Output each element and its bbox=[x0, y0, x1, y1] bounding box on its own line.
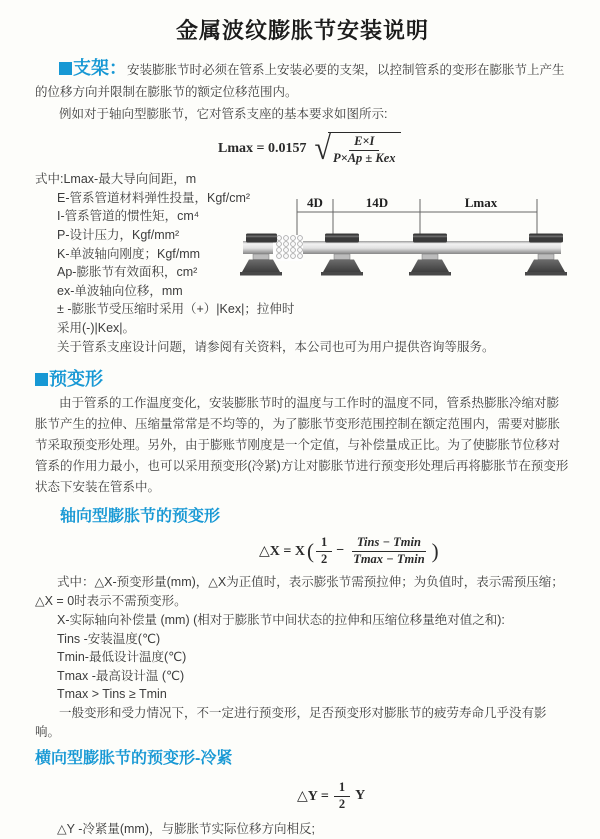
support-section-heading bbox=[59, 58, 127, 78]
pipe-support bbox=[525, 234, 567, 276]
diagram-svg bbox=[243, 191, 595, 291]
definition-item: E-管系管道材料弹性投量，Kgf/cm² bbox=[57, 190, 251, 205]
formula-lhs: △X = X bbox=[259, 543, 305, 559]
section-bullet-icon bbox=[59, 62, 72, 75]
lateral-predeform-formula bbox=[297, 780, 570, 812]
definition-item: Tins -安装温度(℃) bbox=[57, 631, 161, 646]
lateral-note-line: △Y -冷紧量(mm)，与膨胀节实际位移方向相反; bbox=[57, 822, 315, 837]
axial-explain-paragraph: 式中：△X-预变形量(mm)，△X为正值时，表示膨张节需预拉伸；为负值时，表示需预压缩；△X = 0时表示不需预变形。 bbox=[35, 575, 564, 609]
close-paren: ) bbox=[431, 538, 439, 563]
fraction-denominator: 2 bbox=[320, 551, 328, 566]
pipe-support-diagram bbox=[243, 191, 595, 291]
support-intro-text: 安装膨胀节时必须在管系上安装必要的支架，以控制管系的变形在膨胀节上产生的位移方向并限制在膨胀节的额定位移范围内。 bbox=[35, 63, 565, 99]
lateral-subsection-heading: 横向型膨胀节的预变形-冷紧 bbox=[35, 749, 233, 767]
predeform-body-paragraph: 由于管系的工作温度变化，安装膨胀节时的温度与工作时的温度不同，管系热膨胀冷缩对膨胀节产生的拉伸、压缩量常常是不均等的，为了膨胀节变形范围控制在额定范围内，需要对膨胀节采取预变形处理。另外，由于膨账节刚度是一个定值，与补偿量成正比。为了使膨胀节位移对管系的作用力最小，也可以采用预变形(冷紧)方让对膨胀节进行预变形处理后再将膨胀节在预变形状态下安装在管系中。 bbox=[35, 396, 569, 495]
support-intro-paragraph bbox=[35, 57, 570, 103]
support-note-line: 关于管系支座设计问题，请参阅有关资料，本公司也可为用户提供咨询等服务。 bbox=[57, 339, 495, 354]
axial-definitions-list bbox=[35, 611, 570, 704]
one-half-fraction bbox=[334, 780, 350, 812]
definition-item: 式中:Lmax-最大导向间距，m bbox=[35, 172, 197, 187]
formula-rhs: Y bbox=[355, 788, 366, 804]
support-heading-label: 支架： bbox=[73, 58, 127, 78]
axial-closing-line: 一般变形和受力情况下，不一定进行预变形，足否预变形对膨胀节的疲劳寿命几乎没有影响。 bbox=[35, 705, 547, 739]
definition-item: Tmax > Tins ≥ Tmin bbox=[57, 687, 167, 702]
definition-item: ± -膨胀节受压缩时采用（+）|Kex|；拉伸时采用(-)|Kex|。 bbox=[57, 302, 295, 335]
dim-label-14d: 14D bbox=[365, 195, 389, 210]
pipe-support bbox=[409, 234, 451, 276]
fraction-denominator: P×Ap ± Kex bbox=[332, 150, 396, 165]
formula-fraction bbox=[328, 132, 401, 166]
one-half-fraction bbox=[316, 535, 332, 567]
definition-item: P-设计压力，Kgf/mm² bbox=[57, 228, 180, 243]
predeform-section-heading bbox=[35, 365, 570, 391]
definition-item: I-管系管道的惯性矩，cm⁴ bbox=[57, 209, 200, 224]
axial-predeform-formula bbox=[259, 535, 570, 567]
support-example-line: 例如对于轴向型膨胀节，它对管系支座的基本要求如图所示: bbox=[59, 107, 388, 121]
dimension-lines bbox=[297, 199, 537, 238]
fraction-numerator: 1 bbox=[316, 535, 332, 552]
axial-subsection-heading: 轴向型膨胀节的预变形 bbox=[60, 508, 221, 526]
temperature-fraction bbox=[348, 535, 429, 567]
page-title: 金属波纹膨胀节安装说明 bbox=[175, 18, 429, 43]
formula-lhs: Lmax = 0.0157 bbox=[218, 141, 307, 157]
bellows-icon bbox=[273, 235, 303, 261]
definition-item: X-实际轴向补偿量 (mm) (相对于膨胀节中间状态的拉伸和压缩位移量绝对值之和): bbox=[57, 613, 505, 628]
definition-item: K-单波轴向刚度；Kgf/mm bbox=[57, 246, 201, 261]
formula-lhs: △Y = bbox=[297, 788, 329, 804]
dim-label-4d: 4D bbox=[307, 195, 323, 210]
dim-label-lmax: Lmax bbox=[464, 195, 498, 210]
predeform-heading-label: 预变形 bbox=[49, 369, 103, 390]
fraction-numerator: E×I bbox=[349, 134, 379, 151]
definition-item: Tmin-最低设计温度(℃) bbox=[57, 650, 187, 665]
definition-item: Tmax -最高设计温 (℃) bbox=[57, 668, 185, 683]
minus-operator: − bbox=[336, 543, 345, 559]
definition-item: Ap-膨胀节有效面积，cm² bbox=[57, 265, 198, 280]
fraction-denominator: 2 bbox=[338, 796, 346, 811]
pipe-support bbox=[321, 234, 363, 276]
fraction-denominator: Tmax − Tmin bbox=[353, 551, 425, 566]
fraction-numerator: 1 bbox=[334, 780, 350, 797]
lmax-formula bbox=[218, 132, 570, 166]
open-paren: ( bbox=[306, 538, 314, 563]
sqrt-radical-icon: √ bbox=[314, 130, 331, 167]
fraction-numerator: Tins − Tmin bbox=[352, 535, 426, 552]
definition-item: ex-单波轴向位移，mm bbox=[57, 283, 183, 298]
section-bullet-icon bbox=[35, 373, 48, 386]
